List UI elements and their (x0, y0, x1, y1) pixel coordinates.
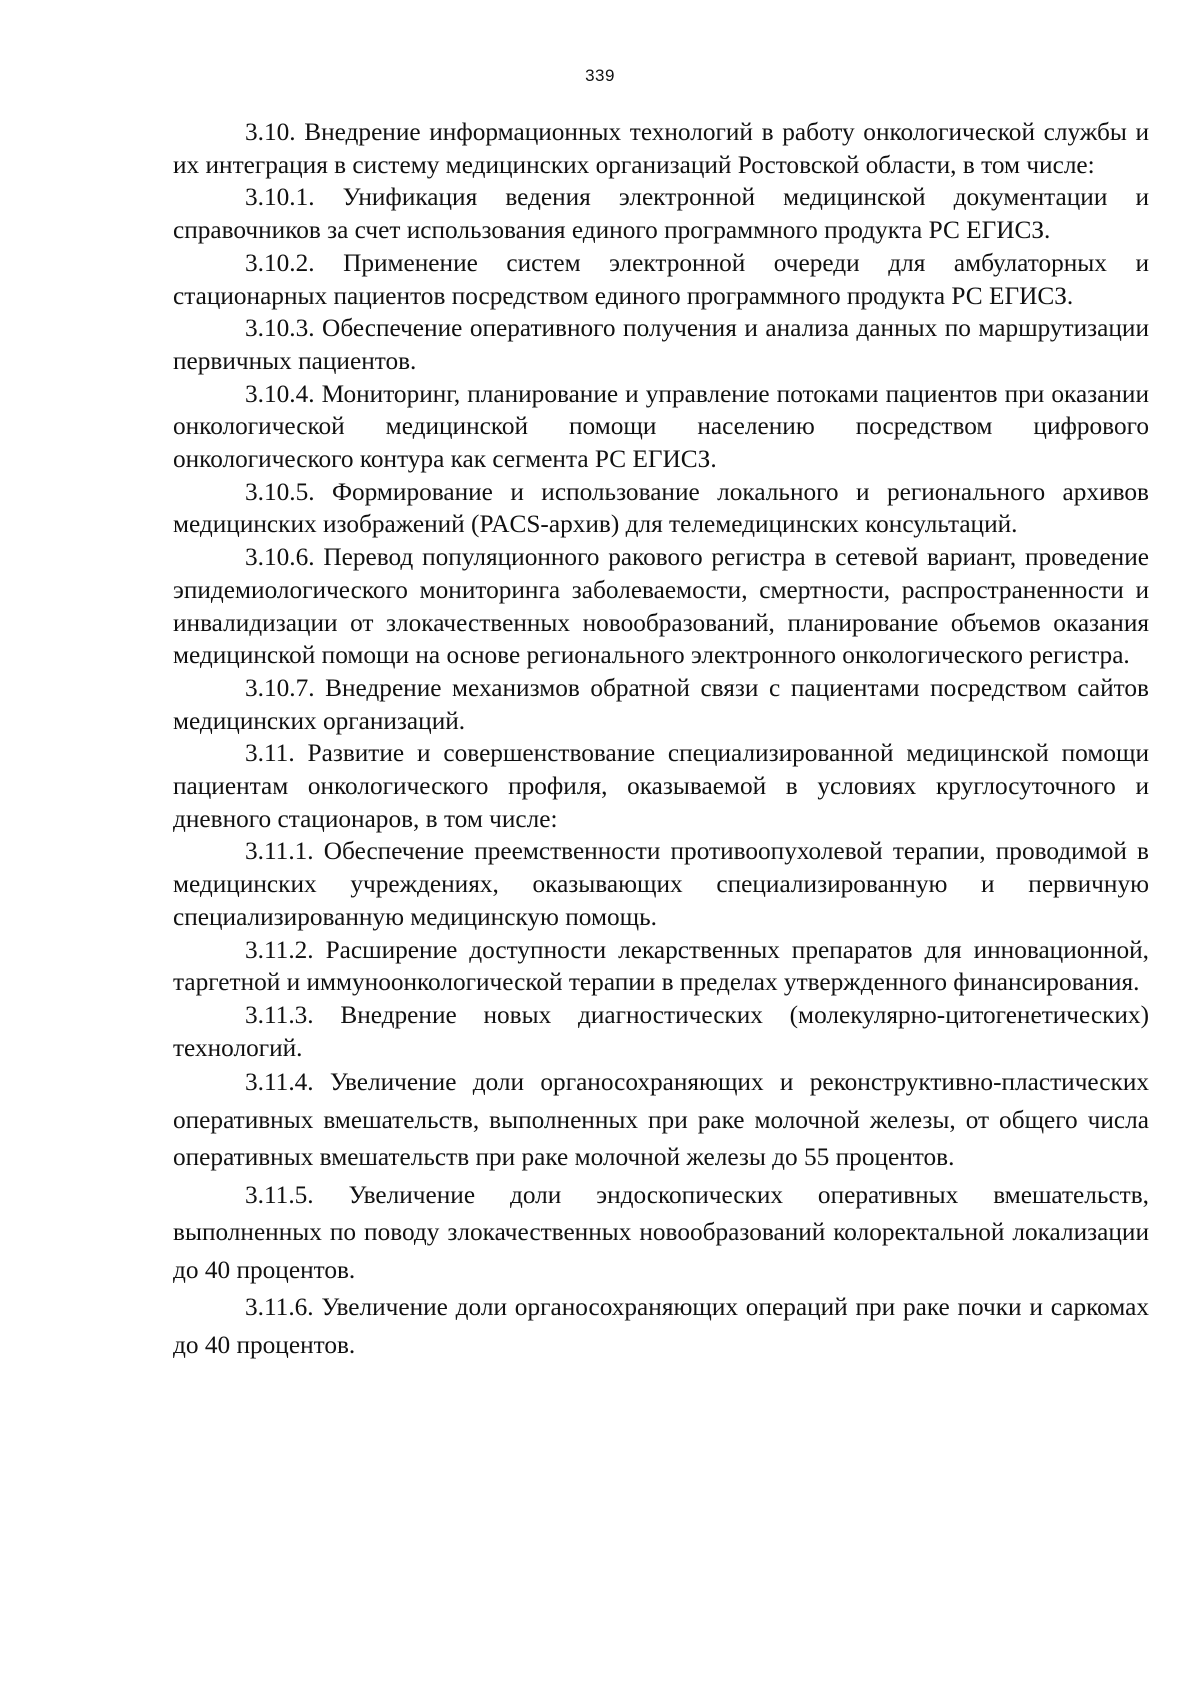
paragraph-3-11-4: 3.11.4. Увеличение доли органосохраняющих и реконструктивно-пластических оперативных вмешательств, выполненных при раке молочной железы, от общего числа оперативных вмешательств при раке молочной железы до 55 процентов. (173, 1068, 1149, 1172)
page-number: 339 (585, 66, 615, 85)
paragraph-3-11-1: 3.11.1. Обеспечение преемственности противоопухолевой терапии, проводимой в медицинских учреждениях, оказывающих специализированную и первичную специализированную медицинскую помощь. (173, 837, 1149, 931)
paragraph-3-10-2: 3.10.2. Применение систем электронной очереди для амбулаторных и стационарных пациентов посредством единого программного продукта РС ЕГИСЗ. (173, 248, 1149, 310)
paragraph-3-10-3: 3.10.3. Обеспечение оперативного получения и анализа данных по маршрутизации первичных пациентов. (173, 314, 1149, 375)
paragraph-3-11-6: 3.11.6. Увеличение доли органосохраняющих операций при раке почки и саркомах до 40 процентов. (173, 1293, 1149, 1359)
paragraph-3-10: 3.10. Внедрение информационных технологий в работу онкологической службы и их интеграция в систему медицинских организаций Ростовской области, в том числе: (173, 118, 1149, 179)
paragraph-3-11-3: 3.11.3. Внедрение новых диагностических (молекулярно-цитогенетических) технологий. (173, 1000, 1149, 1062)
paragraph-3-10-5: 3.10.5. Формирование и использование локального и регионального архивов медицинских изображений (PACS-архив) для телемедицинских консультаций. (173, 477, 1149, 539)
paragraph-3-11-5: 3.11.5. Увеличение доли эндоскопических оперативных вмешательств, выполненных по поводу злокачественных новообразований колоректальной локализации до 40 процентов. (173, 1180, 1149, 1284)
paragraph-3-10-4: 3.10.4. Мониторинг, планирование и управление потоками пациентов при оказании онкологической медицинской помощи населению посредством цифрового онкологического контура как сегмента РС ЕГИСЗ. (173, 379, 1149, 474)
paragraph-3-11-2: 3.11.2. Расширение доступности лекарственных препаратов для инновационной, таргетной и иммуноонкологической терапии в пределах утвержденного финансирования. (173, 935, 1149, 997)
document-body (173, 116, 1149, 1364)
paragraph-3-10-6: 3.10.6. Перевод популяционного ракового регистра в сетевой вариант, проведение эпидемиологического мониторинга заболеваемости, смертности, распространенности и инвалидизации от злокачественных новообразований, планирование объемов оказания медицинской помощи на основе регионального электронного онкологического регистра. (173, 543, 1149, 670)
paragraph-3-10-1: 3.10.1. Унификация ведения электронной медицинской документации и справочников за счет использования единого программного продукта РС ЕГИСЗ. (173, 183, 1149, 245)
paragraph-3-11: 3.11. Развитие и совершенствование специализированной медицинской помощи пациентам онкологического профиля, оказываемой в условиях круглосуточного и дневного стационаров, в том числе: (173, 739, 1149, 833)
paragraph-3-10-7: 3.10.7. Внедрение механизмов обратной связи с пациентами посредством сайтов медицинских организаций. (173, 673, 1149, 735)
